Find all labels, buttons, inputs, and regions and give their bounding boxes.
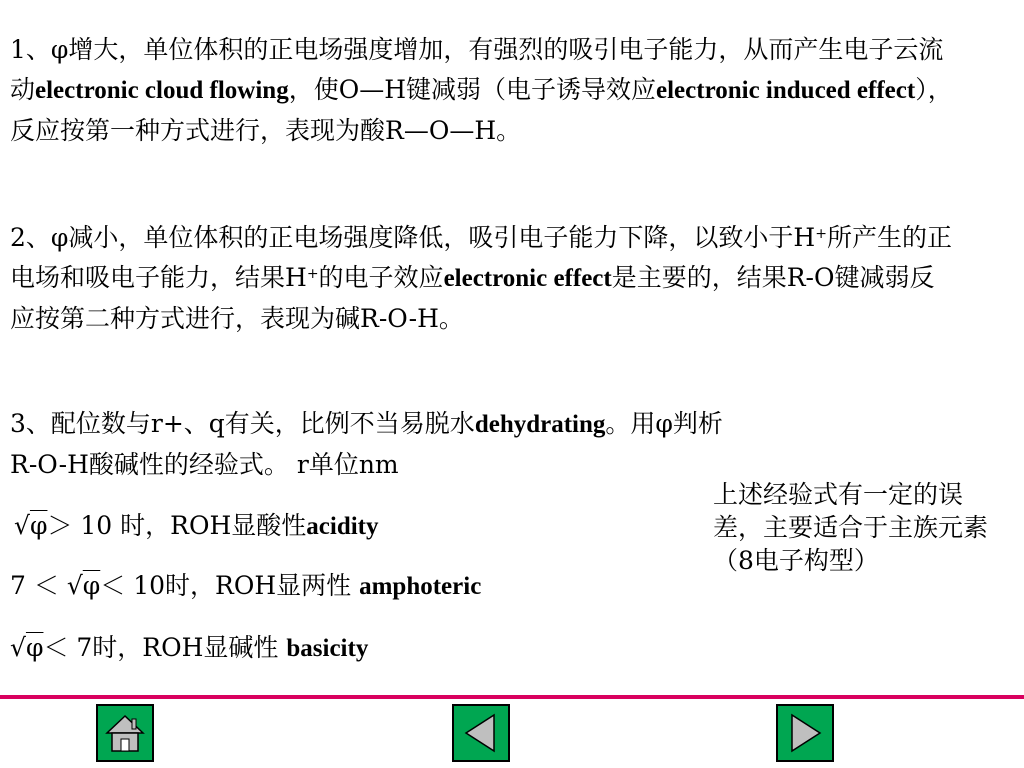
divider-line (0, 695, 1024, 699)
radicand-phi: φ (25, 633, 44, 662)
radicand-phi: φ (29, 511, 48, 540)
p2-text-4: 是主要的，结果R-O键减弱反应按第二种方式进行，表现为碱R-O-H。 (10, 263, 935, 333)
p1-text-3: ），反应按第一种方式进行，表现为酸R—O—H。 (10, 75, 953, 145)
p3-text-1: 3、配位数与r+、q有关，比例不当易脱水 (10, 409, 475, 438)
previous-slide-button[interactable] (452, 704, 510, 762)
side-note: 上述经验式有一定的误差，主要适合于主族元素（8电子构型） (713, 480, 989, 575)
sqrt-sign: √ (14, 511, 30, 540)
p2-text-2: 所产生的正电场和吸电子能力，结果H (10, 223, 952, 292)
p3-line-2: R-O-H酸碱性的经验式。 r单位nm (10, 450, 399, 479)
radicand (26, 632, 44, 664)
p2-text-1: 2、φ减小，单位体积的正电场强度降低，吸引电子能力下降，以致小于H (10, 223, 816, 252)
p3-term-dehydrating: dehydrating (474, 411, 606, 438)
radicand (83, 570, 101, 602)
formula-amphoteric-text: ＜ 10时，ROH显两性 (100, 571, 360, 600)
p3-text-2: 。用φ判析 (605, 409, 723, 438)
formula-basicity-text: ＜ 7时，ROH显碱性 (43, 633, 287, 662)
formula-amphoteric (10, 570, 481, 603)
home-icon (98, 706, 152, 760)
sqrt-sign: √ (10, 633, 26, 662)
paragraph-1 (10, 30, 955, 151)
term-basicity: basicity (286, 635, 369, 662)
p1-term-electronic-induced-effect: electronic induced effect (656, 77, 916, 104)
next-slide-button[interactable] (776, 704, 834, 762)
paragraph-2 (10, 218, 955, 339)
term-amphoteric: amphoteric (359, 573, 482, 600)
paragraph-3 (10, 404, 955, 485)
formula-amphoteric-prefix: 7 ＜ (10, 571, 67, 600)
sqrt-sign: √ (66, 571, 83, 600)
triangle-right-icon (778, 706, 832, 760)
p1-text-2: ，使O—H键减弱（电子诱导效应 (288, 75, 657, 104)
p1-term-electronic-cloud-flowing: electronic cloud flowing (35, 77, 289, 104)
formula-acidity-text: ＞ 10 时，ROH显酸性 (47, 511, 307, 540)
radicand (30, 510, 48, 542)
formula-acidity (14, 510, 379, 543)
p1-text-1: 1、φ增大，单位体积的正电场强度增加，有强烈的吸引电子能力，从而产生电子云流动 (10, 35, 944, 104)
term-acidity: acidity (306, 513, 379, 540)
formula-basicity (10, 632, 368, 665)
p2-text-3: 的电子效应 (318, 263, 444, 292)
home-button[interactable] (96, 704, 154, 762)
p2-sup-2: + (306, 266, 319, 282)
radicand-phi: φ (82, 571, 101, 600)
triangle-left-icon (454, 706, 508, 760)
p2-term-electronic-effect: electronic effect (443, 265, 612, 292)
p2-sup-1: + (815, 226, 827, 242)
